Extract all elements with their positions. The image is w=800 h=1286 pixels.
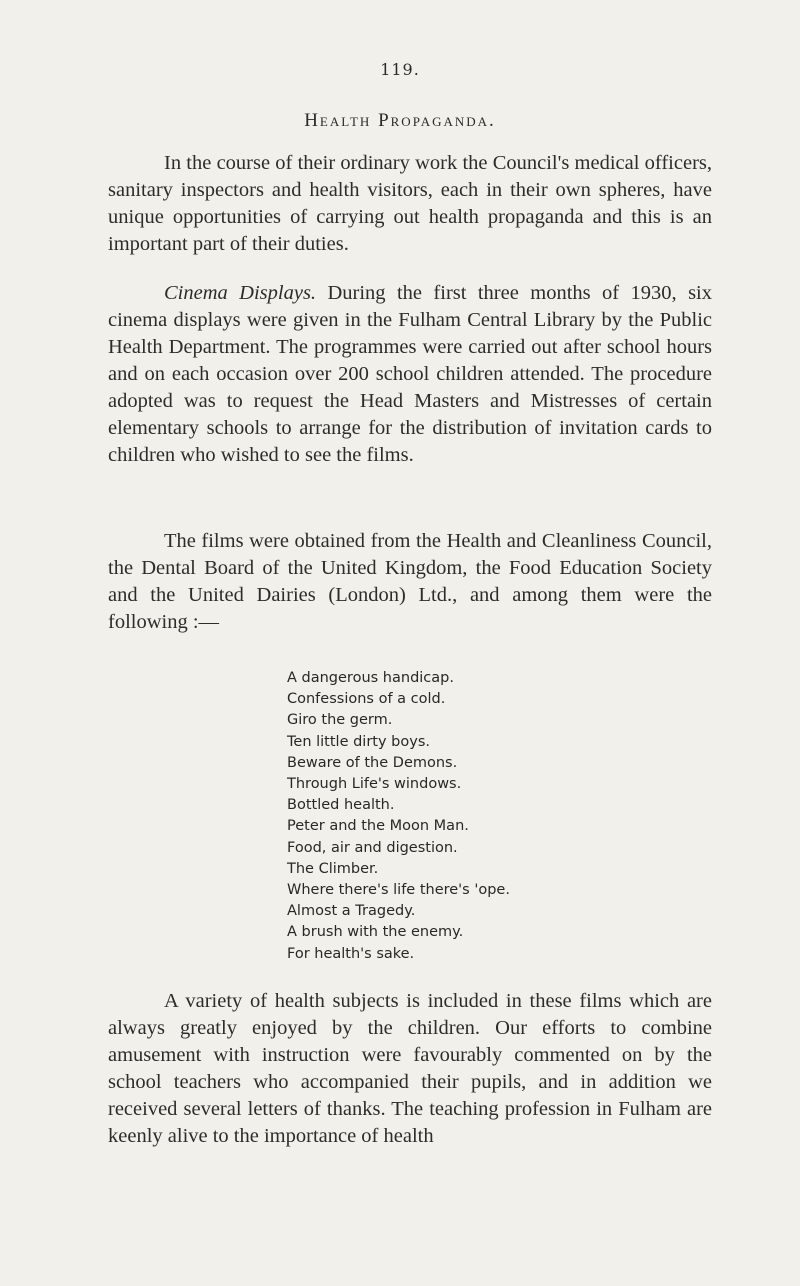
intro-paragraph: In the course of their ordinary work the Council's medical officers, sanitary inspectors and health visitors, each in their own spheres, have unique opportunities of carrying out health propaganda and this is an important part of their duties. (108, 152, 712, 255)
film-list (287, 668, 510, 965)
film-title: Where there's life there's 'ope. (287, 882, 510, 899)
section-heading: Health Propaganda. (304, 110, 496, 131)
film-title: The Climber. (287, 860, 379, 877)
cinema-displays-paragraph (108, 280, 712, 469)
film-title: Ten little dirty boys. (287, 733, 430, 750)
page-number: 119. (380, 60, 420, 79)
film-title: Peter and the Moon Man. (287, 818, 469, 835)
film-title: Bottled health. (287, 797, 395, 814)
films-intro-paragraph: The films were obtained from the Health and Cleanliness Council, the Dental Board of the United Kingdom, the Food Education Society and the United Dairies (London) Ltd., and among them were the following :— (108, 530, 712, 633)
film-title: A dangerous handicap. (287, 670, 454, 686)
film-title: Beware of the Demons. (287, 754, 458, 771)
film-title: Food, air and digestion. (287, 839, 458, 856)
cinema-displays-text: During the first three months of 1930, six cinema displays were given in the Fulham Central Library by the Public Health Department. The programmes were carried out after school hours and on each occasion over 200 school children attended. The procedure adopted was to request the Head Masters and Mistresses of certain elementary schools to arrange for the distribution of invitation cards to children who wished to see the films. (108, 282, 712, 466)
film-title: Giro the germ. (287, 712, 393, 729)
film-title: Almost a Tragedy. (287, 903, 416, 920)
film-title: A brush with the enemy. (287, 924, 464, 941)
closing-paragraph: A variety of health subjects is included in these films which are always greatly enjoyed by the children. Our efforts to combine amusement with instruction were favourably commented on by the school teachers who accompanied their pupils, and in addition we received several letters of thanks. The teaching profession in Fulham are keenly alive to the importance of health (108, 990, 712, 1147)
film-title: For health's sake. (287, 945, 415, 962)
cinema-displays-subheading: Cinema Displays. (164, 282, 317, 304)
film-title: Through Life's windows. (287, 776, 462, 793)
film-title: Confessions of a cold. (287, 691, 446, 708)
